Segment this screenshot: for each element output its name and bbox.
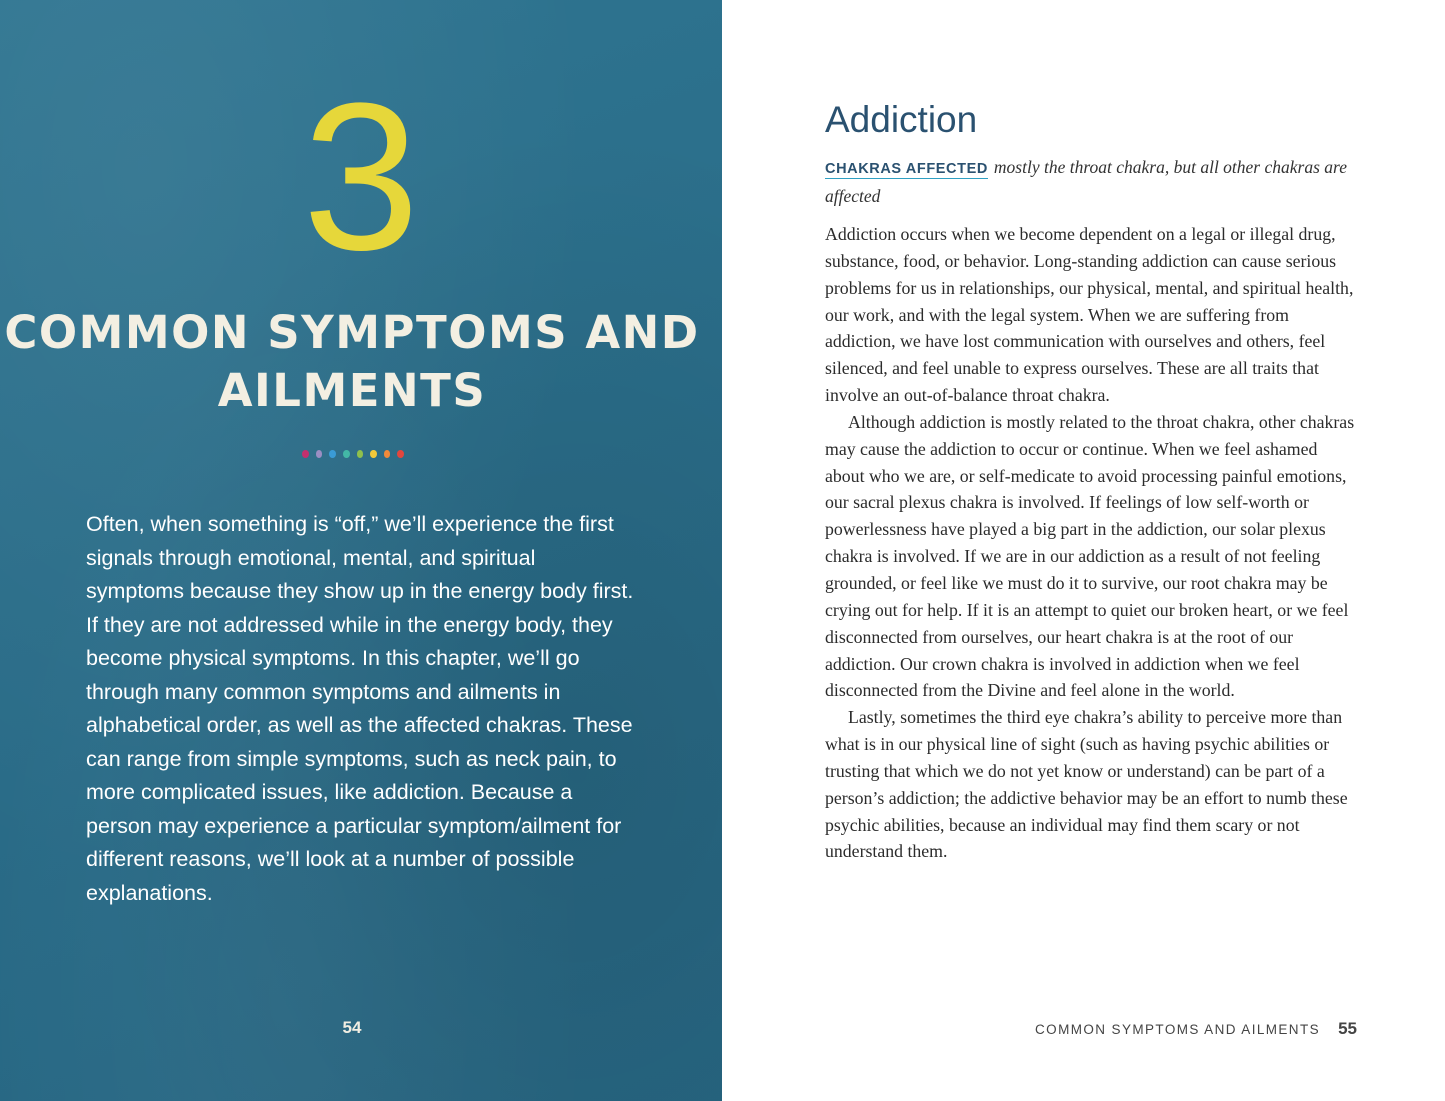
chakra-dot-7: [384, 450, 391, 458]
chakra-dot-5: [357, 450, 364, 458]
running-head: COMMON SYMPTOMS AND AILMENTS: [1035, 1022, 1320, 1037]
left-page: [0, 0, 722, 1101]
body-paragraph-3: Lastly, sometimes the third eye chakra’s ability to perceive more than what is in our physical line of sight (such as having psychic abilities or trusting that which we do not yet know or understand) can be part of a person’s addiction; the addictive behavior may be an effort to numb these psychic abilities, because an individual may find them scary or not understand them.: [825, 707, 1348, 862]
chakras-affected-label: CHAKRAS AFFECTED: [825, 161, 988, 177]
chakra-dot-2: [316, 450, 323, 458]
chakra-color-dots: [302, 450, 404, 458]
body-paragraph-2: Although addiction is mostly related to the throat chakra, other chakras may cause the addiction to occur or continue. When we feel ashamed about who we are, or self-medicate to avoid processing painful emotions, our sacral plexus chakra is involved. If feelings of low self-worth or powerlessness have played a big part in the addiction, our solar plexus chakra is involved. If we are in our addiction as a result of not feeling grounded, or feel like we must do it to survive, our root chakra may be crying out for help. If it is an attempt to quiet our broken heart, or we feel disconnected from ourselves, our heart chakra is at the root of our addiction. Our crown chakra is involved in addiction when we feel disconnected from the Divine and feel alone in the world.: [825, 411, 1355, 701]
page-number-right: 55: [1338, 1019, 1357, 1038]
entry-heading: Addiction: [825, 99, 978, 140]
chapter-intro: Often, when something is “off,” we’ll experience the first signals through emotional, mental, and spiritual symptoms because they show up in the energy body first. If they are not addressed while in the energy body, they become physical symptoms. In this chapter, we’ll go through many common symptoms and ailments in alphabetical order, as well as the affected chakras. These can range from simple symptoms, such as neck pain, to more complicated issues, like addiction. Because a person may experience a particular symptom/ailment for different reasons, we’ll look at a number of possible explanations.: [86, 512, 634, 905]
right-page: [722, 0, 1445, 1101]
chakra-dot-8: [397, 450, 404, 458]
page-number-left: 54: [342, 1018, 362, 1037]
chakra-dot-4: [343, 450, 350, 458]
entry-body: [825, 221, 1361, 865]
body-paragraph-1: Addiction occurs when we become dependent on a legal or illegal drug, substance, food, or behavior. Long-standing addiction can cause serious problems for us in relationships, our physical, mental, and spiritual health, our work, and with the legal system. When we are suffering from addiction, we have lost communication with ourselves and others, feel silenced, and feel unable to express ourselves. These are all traits that involve an out-of-balance throat chakra.: [825, 224, 1354, 406]
chapter-title: COMMON SYMPTOMS AND AILMENTS: [4, 306, 700, 417]
chapter-number: 3: [302, 59, 420, 294]
chakras-affected-text: mostly the throat chakra, but all other chakras are affected: [825, 157, 1347, 206]
chakra-dot-1: [302, 450, 309, 458]
chakra-dot-3: [329, 450, 336, 458]
chakras-affected-line: [825, 154, 1360, 210]
chakra-dot-6: [370, 450, 377, 458]
